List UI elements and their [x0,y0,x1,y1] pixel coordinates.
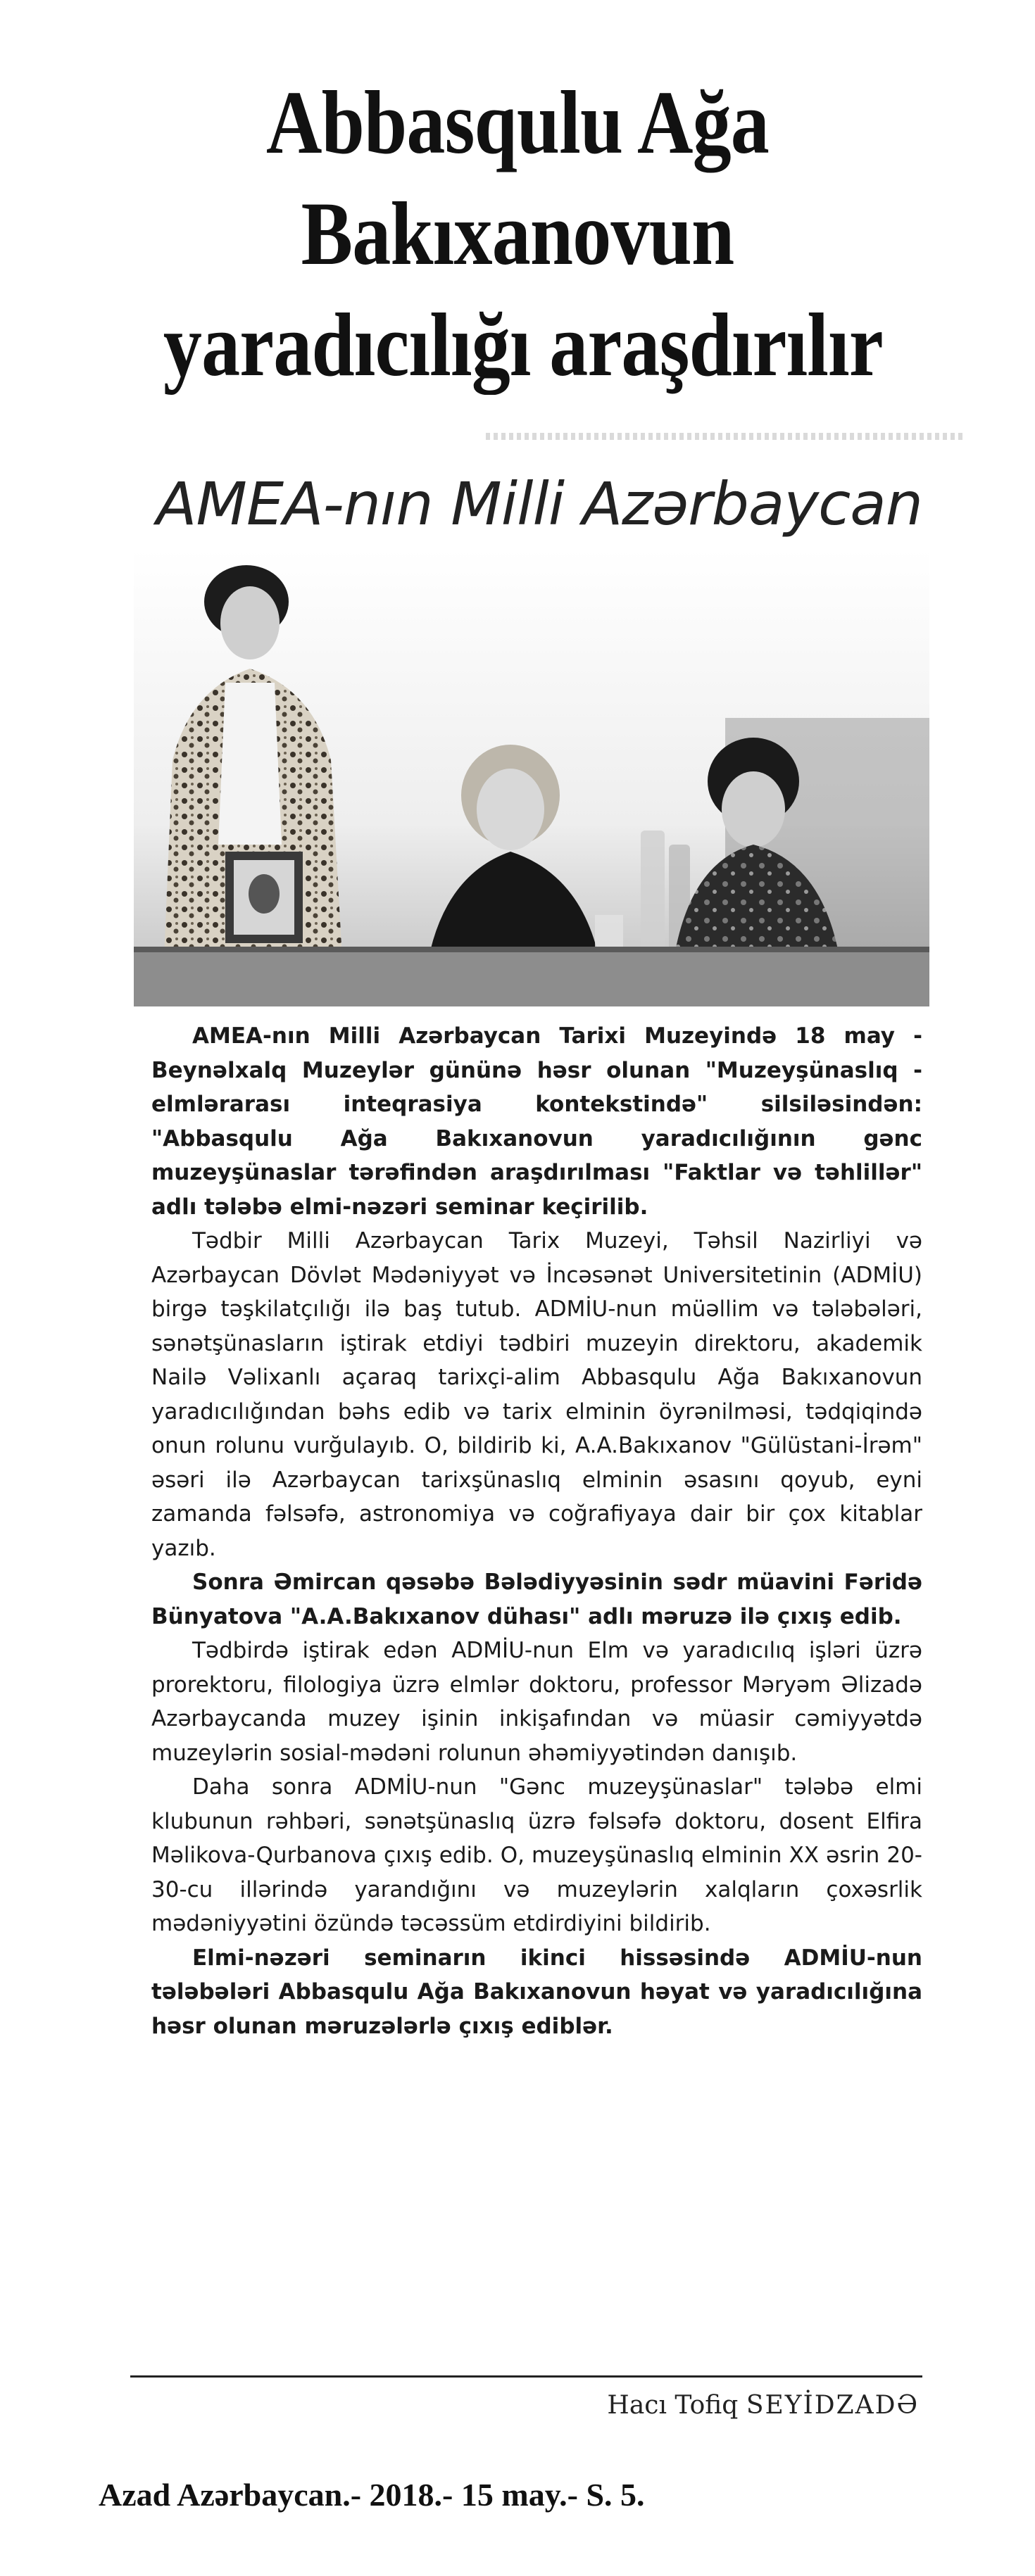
article-paragraph: Daha sonra ADMİU-nun "Gənc muzeyşünaslar" tələbə elmi klubunun rəhbəri, sənətşünaslıq üzrə fəlsəfə doktoru, dosent Elfira Məlikova-Qurbanova çıxış edib. O, muzeyşünaslıq elminin XX əsrin 20-30-cu illərində yarandığını və muzeylərin xalqların çoxəsrlik mədəniyyətini özündə təcəssüm etdirdiyini bildirib. [151,1774,922,1936]
article-paragraph: Elmi-nəzəri seminarın ikinci hissəsində ADMİU-nun tələbələri Abbasqulu Ağa Bakıxanovun həyat və yaradıcılığına həsr olunan məruzələrlə çıxış ediblər. [151,1945,922,2039]
headline-line: Abbasqulu Ağa [266,72,769,172]
byline [607,2378,919,2434]
article-body [151,1019,922,2043]
source-citation: Azad Azərbaycan.- 2018.- 15 may.- S. 5. [99,2477,645,2513]
author-first-name: Hacı Tofiq [607,2391,739,2420]
headline-line: yaradıcılığı araşdırılır [163,295,883,395]
article-lead-paragraph: AMEA-nın Milli Azərbaycan Tarixi Muzeyində 18 may - Beynəlxalq Muzeylər gününə həsr olunan "Muzeyşünaslıq - elmlərarası inteqrasiya kontekstində" silsiləsindən: "Abbasqulu Ağa Bakıxanovun yaradıcılığının gənc muzeyşünaslar tərəfindən araşdırılması "Faktlar və təhlillər" adlı tələbə elmi-nəzəri seminar keçirilib. [151,1023,922,1220]
article-photo [134,549,929,1006]
article-paragraph: Tədbirdə iştirak edən ADMİU-nun Elm və yaradıcılıq işləri üzrə prorektoru, filologiya üzrə elmlər doktoru, professor Məryəm Əlizadə Azərbaycanda muzey işinin inkişafından və müasir cəmiyyətdə muzeylərin sosial-mədəni rolunun əhəmiyyətindən danışıb. [151,1638,922,1766]
author-last-name: SEYİDZADƏ [746,2391,919,2420]
subheadline-line: AMEA-nın Milli Azərbaycan [156,469,922,538]
article-paragraph: Tədbir Milli Azərbaycan Tarix Muzeyi, Təhsil Nazirliyi və Azərbaycan Dövlət Mədəniyyət və İncəsənət Universitetinin (ADMİU) birgə təşkilatçılığı ilə baş tutub. ADMİU-nun müəllim və tələbələri, sənətşünasların iştirak etdiyi tədbiri muzeyin direktoru, akademik Nailə Vəlixanlı açaraq tarixçi-alim Abbasqulu Ağa Bakıxanovun yaradıcılığından bəhs edib və tarix elminin öyrənilməsi, tədqiqində onun rolunu vurğulayıb. O, bildirib ki, A.A.Bakıxanov "Gülüstani-İrəm" əsəri ilə Azərbaycan tarixşünaslıq elminin əsasını qoyub, eyni zamanda fəlsəfə, astronomiya və coğrafiyaya dair bir çox kitablar yazıb. [151,1228,922,1561]
article-paragraph: Sonra Əmircan qəsəbə Bələdiyyəsinin sədr müavini Fəridə Bünyatova "A.A.Bakıxanov dühası" adlı məruzə ilə çıxış edib. [151,1570,922,1629]
decorative-rule [486,433,965,440]
headline [163,67,883,400]
headline-line: Bakıxanovun [301,184,734,284]
photo-of-speakers-icon [134,549,929,1006]
